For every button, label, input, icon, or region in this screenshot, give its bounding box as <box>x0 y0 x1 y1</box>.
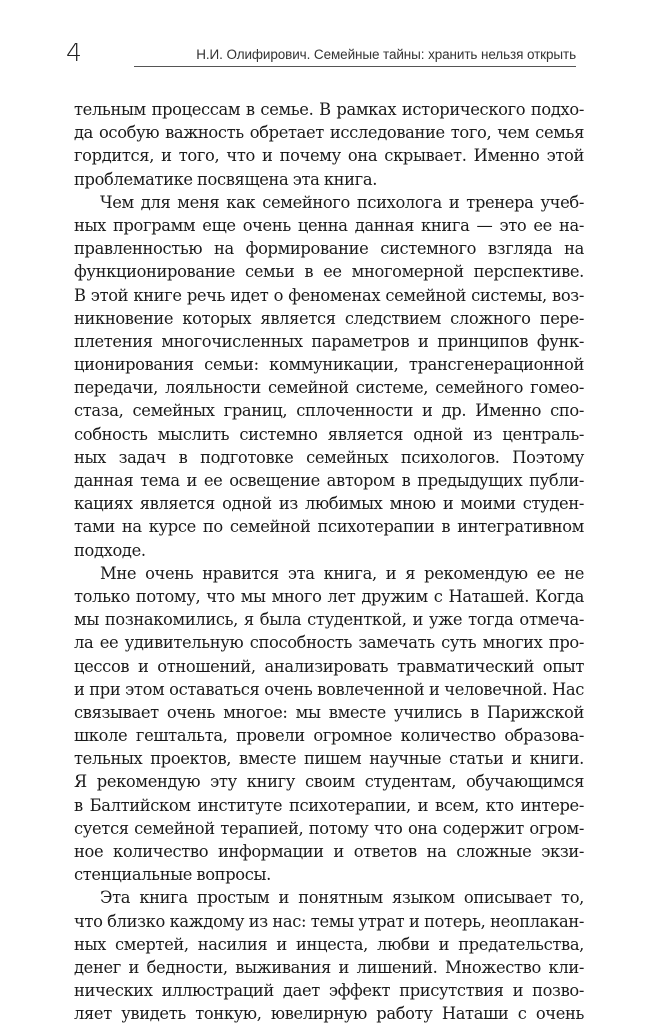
text-line: ное количество информации и ответов на сложные экзи- <box>74 842 584 861</box>
text-line: Эта книга простым и понятным языком описывает то, <box>100 888 584 908</box>
text-line: подходе. <box>74 540 146 560</box>
text-line: Мне очень нравится эта книга, и я рекомендую ее не <box>100 563 584 583</box>
page-header <box>0 0 650 70</box>
paragraph <box>74 98 584 191</box>
text-line: стаза, семейных границ, сплоченности и др. Именно спо- <box>74 401 584 421</box>
text-line: денег и бедности, выживания и лишений. Множество кли- <box>74 957 584 977</box>
text-line: Чем для меня как семейного психолога и тренера учеб- <box>100 192 584 212</box>
text-line: да особую важность обретает исследование того, чем семья <box>74 123 584 143</box>
text-line: нических иллюстраций дает эффект присутствия и позво- <box>74 981 584 1001</box>
text-line: суется семейной терапией, потому что она содержит огром- <box>74 818 584 838</box>
page-number: 4 <box>66 38 82 67</box>
text-line: ционирования семьи: коммуникации, трансгенерационной <box>74 355 584 375</box>
paragraph <box>74 886 584 1025</box>
text-line: функционирование семьи в ее многомерной перспективе. <box>74 262 584 282</box>
text-line: собность мыслить системно является одной из централь- <box>74 424 584 444</box>
text-line: школе гештальта, провели огромное количество образова- <box>74 726 584 746</box>
text-line: никновение которых является следствием сложного пере- <box>74 308 584 328</box>
text-line: ла ее удивительную способность замечать суть многих про- <box>74 633 584 653</box>
body-text <box>74 98 584 1026</box>
text-line: проблематике посвящена эта книга. <box>74 169 378 189</box>
text-line: и при этом оставаться очень вовлеченной и человечной. Нас <box>74 679 584 699</box>
text-line: что близко каждому из нас: темы утрат и потерь, неоплакан- <box>74 911 584 931</box>
text-line: правленностью на формирование системного взгляда на <box>74 239 584 259</box>
text-line: в Балтийском институте психотерапии, и всем, кто интере- <box>74 795 584 815</box>
text-line: тами на курсе по семейной психотерапии в интегративном <box>74 517 584 537</box>
text-line: тельных проектов, вместе пишем научные статьи и книги. <box>74 749 584 769</box>
text-line: данная тема и ее освещение автором в предыдущих публи- <box>74 471 584 490</box>
text-line: связывает очень многое: мы вместе учились в Парижской <box>74 702 584 722</box>
text-line: цессов и отношений, анализировать травматический опыт <box>74 656 584 676</box>
text-line: мы познакомились, я была студенткой, и уже тогда отмеча- <box>74 610 584 630</box>
text-line: ных программ еще очень ценна данная книга — это ее на- <box>74 215 584 235</box>
text-line: гордится, и того, что и почему она скрывает. Именно этой <box>74 146 584 166</box>
text-line: В этой книге речь идет о феноменах семейной системы, воз- <box>74 285 584 305</box>
text-line: ляет увидеть тонкую, ювелирную работу Наташи с очень <box>74 1004 584 1024</box>
text-line: ных задач в подготовке семейных психологов. Поэтому <box>74 447 584 467</box>
paragraph <box>74 191 584 562</box>
text-line: плетения многочисленных параметров и принципов функ- <box>74 331 584 351</box>
text-line: Я рекомендую эту книгу своим студентам, обучающимся <box>74 772 584 792</box>
running-head: Н.И. Олифирович. Семейные тайны: хранить нельзя открыть <box>196 47 576 62</box>
text-line: стенциальные вопросы. <box>74 865 271 885</box>
text-line: ных смертей, насилия и инцеста, любви и предательства, <box>74 934 584 954</box>
header-rule <box>134 66 576 67</box>
text-line: передачи, лояльности семейной системе, семейного гомео- <box>74 378 584 398</box>
paragraph <box>74 562 584 887</box>
text-line: только потому, что мы много лет дружим с Наташей. Когда <box>74 586 584 606</box>
text-line: тельным процессам в семье. В рамках исторического подхо- <box>74 100 584 119</box>
text-line: кациях является одной из любимых мною и моими студен- <box>74 494 584 514</box>
